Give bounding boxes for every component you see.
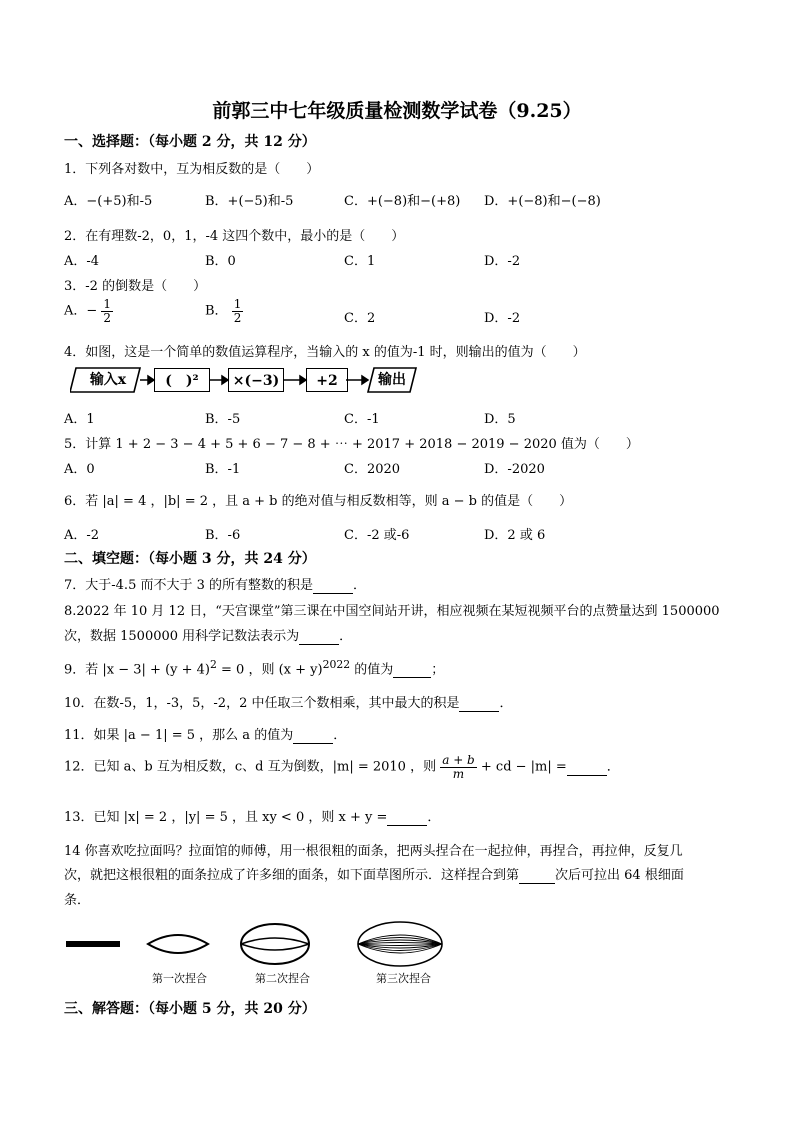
numerator: a + b <box>442 753 475 767</box>
option-d: D．2 或 6 <box>484 528 546 543</box>
option-a <box>64 298 113 324</box>
question-text: + cd − |m| = <box>480 759 567 775</box>
thick-noodle <box>66 941 120 947</box>
answer-blank <box>293 728 333 744</box>
answer-blank <box>393 662 431 678</box>
question-text: 的值为 <box>350 662 394 678</box>
flow-square: ( )² <box>154 368 210 392</box>
flow-output: 输出 <box>378 372 406 388</box>
option-a: A．1 <box>64 412 95 427</box>
question-text: 12．已知 a、b 互为相反数，c、d 互为倒数，|m| = 2010 ，则 <box>64 759 437 775</box>
question-end: ． <box>427 810 441 825</box>
question-end: ． <box>606 759 620 775</box>
second-fold-noodle <box>241 924 309 964</box>
question-end: ． <box>353 578 367 593</box>
page-title: 前郭三中七年级质量检测数学试卷（9.25） <box>212 100 582 122</box>
question-text: 10．在数-5，1，-3，5，-2，2 中任取三个数相乘，其中最大的积是 <box>64 696 460 711</box>
option-d: D．-2 <box>484 254 521 269</box>
question-text: 条． <box>64 893 91 908</box>
answer-blank <box>567 760 607 776</box>
fraction <box>101 298 113 324</box>
option-c: C．2 <box>344 311 376 326</box>
question-text: 14 你喜欢吃拉面吗？拉面馆的师傅，用一根很粗的面条，把两头捏合在一起拉伸，再捏合，再拉伸，反复几 <box>64 844 683 859</box>
superscript: 2 <box>210 658 217 671</box>
figure-caption: 第二次捏合 <box>255 972 310 985</box>
fraction <box>440 754 477 780</box>
question-text: 8.2022 年 10 月 12 日，“天宫课堂”第三课在中国空间站开讲，相应视频在某短视频平台的点赞量达到 1500000 <box>64 604 720 619</box>
question-text: 11．如果 |a − 1| = 5 ，那么 a 的值为 <box>64 728 294 743</box>
answer-blank <box>299 629 339 645</box>
section-heading: 一、选择题：（每小题 2 分，共 12 分） <box>64 134 316 150</box>
question-text: 次后可拉出 64 根细面 <box>555 868 684 883</box>
answer-blank <box>313 578 353 594</box>
question-text: = 0 ，则 (x + y) <box>216 662 323 678</box>
question-stem: 2．在有理数-2，0，1，-4 这四个数中，最小的是（ ） <box>64 229 405 244</box>
question-end: ． <box>333 728 347 743</box>
option-c: C．-1 <box>344 412 380 427</box>
section-heading: 二、填空题：（每小题 3 分，共 24 分） <box>64 551 316 567</box>
question-stem: 3．-2 的倒数是（ ） <box>64 279 207 294</box>
question-stem: 6．若 |a| = 4 ，|b| = 2 ，且 a + b 的绝对值与相反数相等，则 a − b 的值是（ ） <box>64 494 573 509</box>
option-b: B．-5 <box>205 412 241 427</box>
figure-caption: 第三次捏合 <box>376 972 431 985</box>
option-d: D．-2 <box>484 311 521 326</box>
question-text: 7．大于-4.5 而不大于 3 的所有整数的积是 <box>64 578 314 593</box>
option-b: B．-1 <box>205 462 241 477</box>
question-q7 <box>64 574 366 594</box>
option-label: B． <box>205 303 228 319</box>
answer-blank <box>519 868 555 884</box>
first-fold-noodle <box>148 935 208 953</box>
option-d: D．-2020 <box>484 462 545 477</box>
question-text: 次，数据 1500000 用科学记数法表示为 <box>64 629 300 644</box>
option-c: C．-2 或-6 <box>344 528 410 543</box>
option-c: C．2020 <box>344 462 401 477</box>
question-end: ． <box>499 696 513 711</box>
option-c: C．1 <box>344 254 376 269</box>
question-q11 <box>64 724 346 744</box>
question-stem: 5．计算 1 + 2 − 3 − 4 + 5 + 6 − 7 − 8 + ⋯ + 2017 + 2018 − 2019 − 2020 值为（ ） <box>64 437 639 452</box>
question-q13 <box>64 806 440 826</box>
fraction <box>232 298 244 324</box>
third-fold-noodle <box>358 922 442 966</box>
option-b: B．0 <box>205 254 236 269</box>
question-q14 <box>64 864 684 884</box>
question-q10 <box>64 692 513 712</box>
option-b <box>205 298 243 324</box>
option-a: A．-2 <box>64 528 100 543</box>
question-stem: 1．下列各对数中，互为相反数的是（ ） <box>64 162 320 177</box>
option-d: D．+(−8)和−(−8) <box>484 194 601 209</box>
flow-multiply: ×(−3) <box>228 368 284 392</box>
figure-caption: 第一次捏合 <box>152 972 207 985</box>
numerator: 1 <box>103 297 112 311</box>
flow-add: +2 <box>306 368 348 392</box>
denominator: 2 <box>233 310 242 325</box>
question-text: 次，就把这根很粗的面条拉成了许多细的面条，如下面草图所示．这样捏合到第 <box>64 868 520 883</box>
numerator: 1 <box>233 297 242 311</box>
question-text: 9．若 |x − 3| + (y + 4) <box>64 662 210 678</box>
option-c: C．+(−8)和−(+8) <box>344 194 461 209</box>
option-label: A．− <box>64 303 98 319</box>
question-q12 <box>64 754 620 780</box>
answer-blank <box>459 696 499 712</box>
option-b: B．+(−5)和-5 <box>205 194 294 209</box>
option-b: B．-6 <box>205 528 241 543</box>
option-a: A．−(+5)和-5 <box>64 194 153 209</box>
option-a: A．0 <box>64 462 95 477</box>
flow-input: 输入x <box>89 372 127 388</box>
superscript: 2022 <box>322 658 351 671</box>
question-end: ； <box>431 662 445 678</box>
question-q9 <box>64 658 444 678</box>
option-a: A．-4 <box>64 254 100 269</box>
option-d: D．5 <box>484 412 516 427</box>
denominator: m <box>452 766 465 781</box>
section-heading: 三、解答题：（每小题 5 分，共 20 分） <box>64 1001 316 1017</box>
denominator: 2 <box>103 310 112 325</box>
question-text: 13．已知 |x| = 2 ，|y| = 5 ，且 xy < 0 ，则 x + y = <box>64 810 388 825</box>
question-q8 <box>64 625 352 645</box>
answer-blank <box>387 810 427 826</box>
question-end: ． <box>339 629 353 644</box>
question-stem: 4．如图，这是一个简单的数值运算程序，当输入的 x 的值为-1 时，则输出的值为（ ） <box>64 345 586 360</box>
